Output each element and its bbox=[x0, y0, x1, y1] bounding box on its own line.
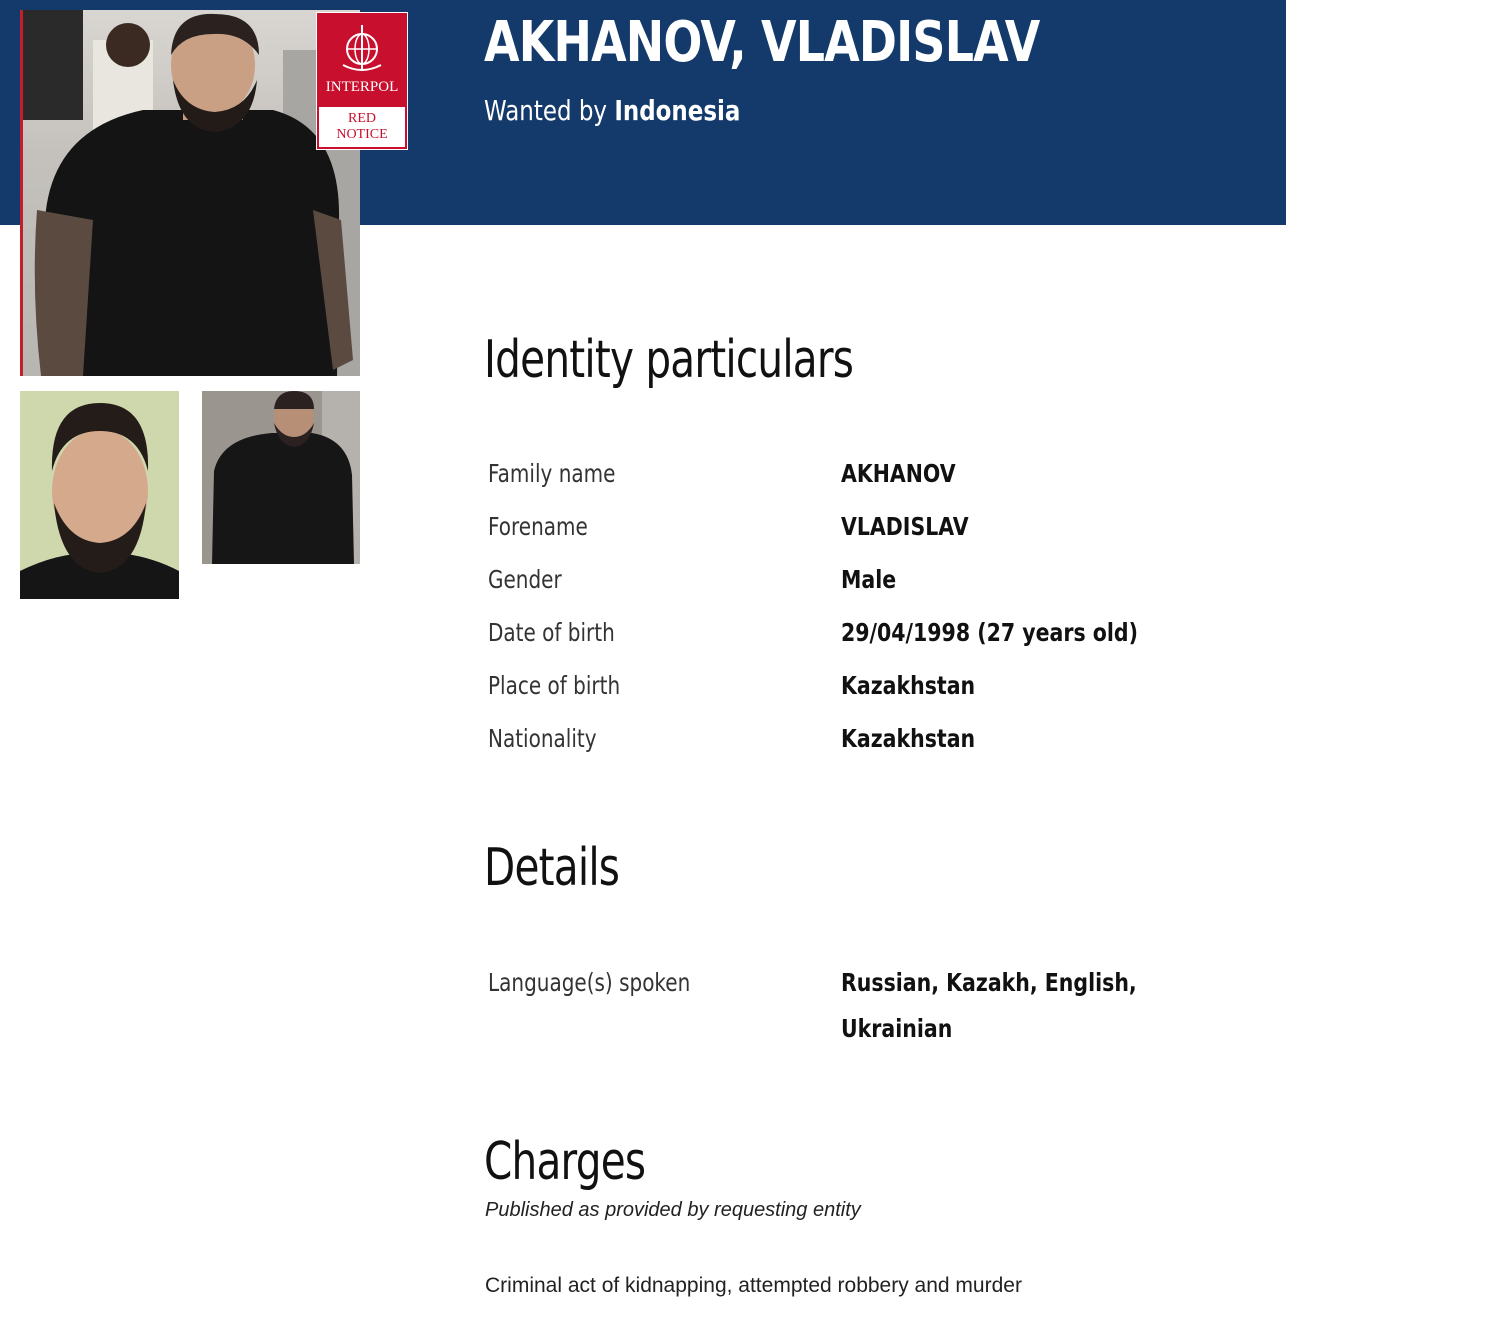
badge-notice-line1: RED bbox=[348, 111, 376, 126]
family-name-value: AKHANOV bbox=[841, 459, 956, 488]
date-of-birth-value: 29/04/1998 (27 years old) bbox=[841, 618, 1138, 647]
gender-value: Male bbox=[841, 565, 897, 594]
family-name-label: Family name bbox=[488, 459, 616, 488]
languages-value-line2: Ukrainian bbox=[841, 1014, 953, 1043]
wanted-person-name: AKHANOV, VLADISLAV bbox=[484, 10, 1040, 75]
languages-value-line1: Russian, Kazakh, English, bbox=[841, 968, 1137, 997]
charges-section-title: Charges bbox=[484, 1132, 646, 1192]
place-of-birth-label: Place of birth bbox=[488, 671, 621, 700]
gender-label: Gender bbox=[488, 565, 562, 594]
languages-label: Language(s) spoken bbox=[488, 968, 691, 997]
thumbnail-portrait-illustration bbox=[20, 391, 179, 599]
wanted-by-prefix: Wanted by bbox=[484, 94, 608, 127]
main-photo-illustration bbox=[23, 10, 360, 376]
nationality-label: Nationality bbox=[488, 724, 597, 753]
badge-notice-line2: NOTICE bbox=[336, 127, 388, 142]
thumbnail-body-illustration bbox=[202, 391, 360, 564]
wanted-by-country: Indonesia bbox=[614, 94, 741, 127]
forename-value: VLADISLAV bbox=[841, 512, 969, 541]
badge-org-name: INTERPOL bbox=[325, 79, 399, 95]
details-section-title: Details bbox=[484, 838, 620, 898]
red-notice-badge bbox=[316, 12, 408, 150]
thumbnail-photo-1[interactable] bbox=[20, 391, 179, 599]
badge-notice-label bbox=[319, 107, 405, 147]
wanted-by-line bbox=[484, 94, 740, 127]
thumbnail-photo-2[interactable] bbox=[202, 391, 360, 564]
identity-section-title: Identity particulars bbox=[484, 330, 854, 390]
interpol-globe-icon bbox=[339, 23, 385, 73]
forename-label: Forename bbox=[488, 512, 588, 541]
charges-text: Criminal act of kidnapping, attempted robbery and murder bbox=[485, 1274, 1022, 1297]
date-of-birth-label: Date of birth bbox=[488, 618, 615, 647]
charges-note: Published as provided by requesting entity bbox=[485, 1199, 861, 1221]
nationality-value: Kazakhstan bbox=[841, 724, 976, 753]
place-of-birth-value: Kazakhstan bbox=[841, 671, 976, 700]
main-photo[interactable] bbox=[20, 10, 360, 376]
